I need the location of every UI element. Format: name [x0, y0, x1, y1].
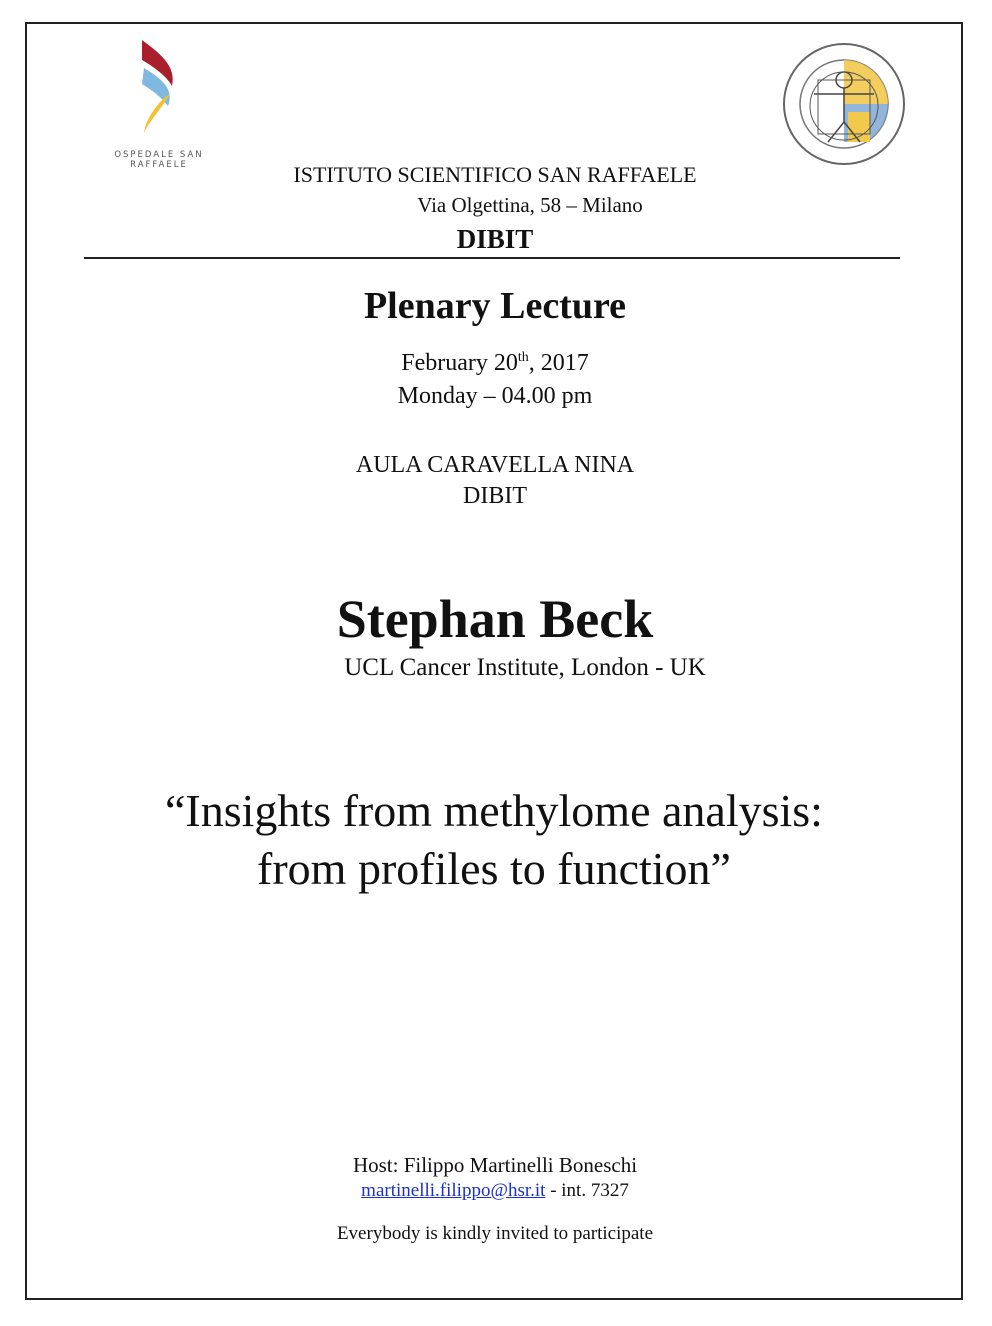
event-date-suffix: th	[517, 350, 529, 365]
contact-email-link[interactable]: martinelli.filippo@hsr.it	[361, 1180, 546, 1201]
contact-line	[200, 1180, 790, 1202]
header-divider	[84, 257, 900, 259]
speaker-name: Stephan Beck	[336, 589, 654, 649]
university-seal	[782, 42, 906, 166]
institute-name: ISTITUTO SCIENTIFICO SAN RAFFAELE	[293, 162, 697, 187]
invite-line: Everybody is kindly invited to participate	[336, 1223, 654, 1244]
institute-address: Via Olgettina, 58 – Milano	[417, 193, 643, 217]
venue-building: DIBIT	[463, 483, 527, 509]
speaker-affiliation: UCL Cancer Institute, London - UK	[344, 654, 706, 681]
event-date-main: February 20	[401, 350, 518, 376]
venue-room: AULA CARAVELLA NINA	[355, 452, 635, 478]
event-time: Monday – 04.00 pm	[397, 383, 593, 409]
event-date	[200, 350, 790, 377]
ribbon-logo-icon	[134, 38, 184, 138]
hospital-logo	[84, 38, 234, 168]
talk-title-line-2: from profiles to function”	[257, 843, 731, 894]
host-line: Host: Filippo Martinelli Boneschi	[352, 1153, 638, 1177]
event-date-year: , 2017	[528, 350, 589, 376]
hospital-logo-text: OSPEDALE SAN RAFFAELE	[114, 150, 204, 170]
lecture-type: Plenary Lecture	[363, 285, 627, 327]
contact-extension: - int. 7327	[545, 1180, 629, 1201]
university-seal-icon	[782, 42, 906, 166]
talk-title-line-1: “Insights from methylome analysis:	[165, 785, 823, 836]
institute-building: DIBIT	[456, 224, 534, 254]
